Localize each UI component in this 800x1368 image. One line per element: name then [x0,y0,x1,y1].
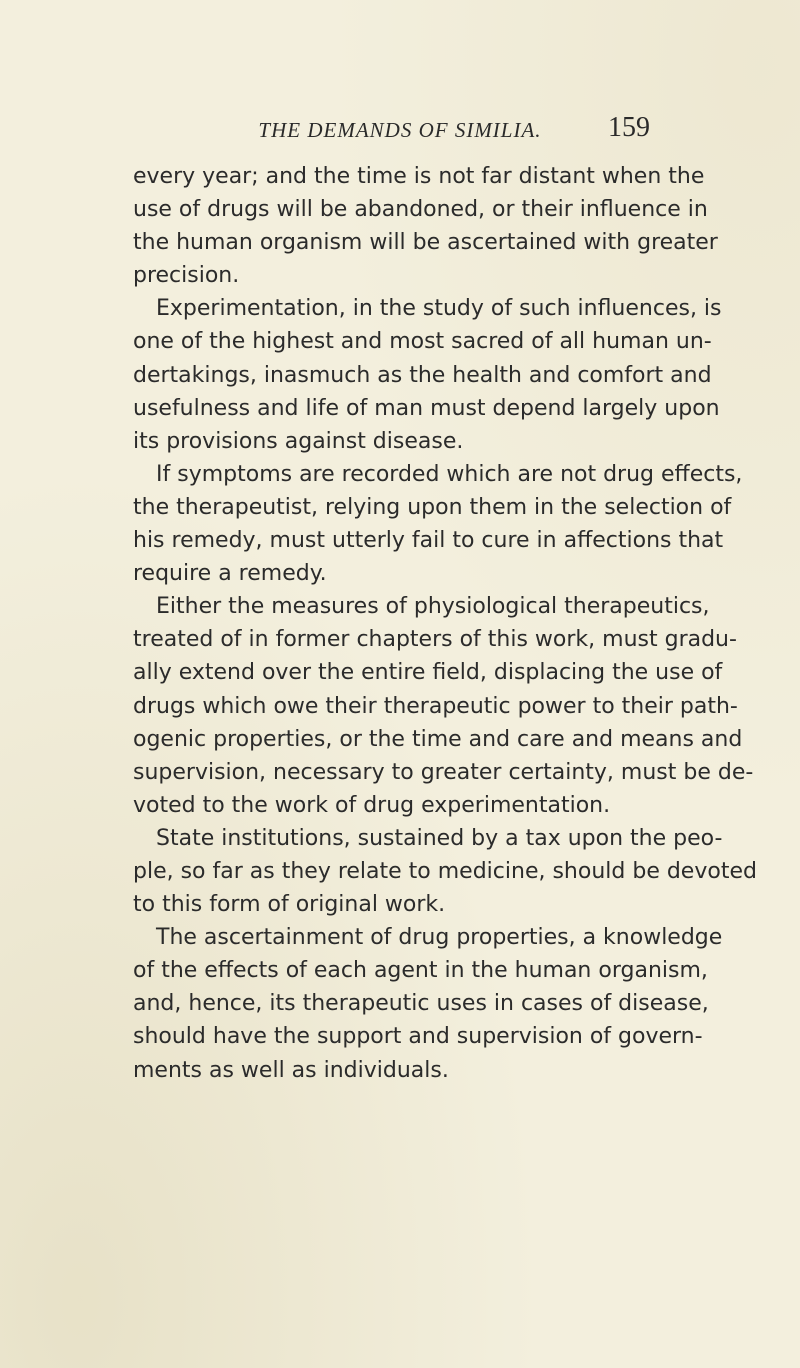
text-line: should have the support and supervision of govern- [133,1024,703,1050]
text-line: the human organism will be ascertained with greater [133,230,718,256]
text-line: one of the highest and most sacred of all human un- [133,329,712,355]
body-text [133,160,757,1087]
text-line: If symptoms are recorded which are not drug effects, [156,461,743,487]
page-number: 159 [608,112,650,143]
text-line: its provisions against disease. [133,428,464,454]
text-line: ple, so far as they relate to medicine, should be devoted [133,858,757,884]
text-line: his remedy, must utterly fail to cure in affections that [133,528,724,554]
text-line: voted to the work of drug experimentation. [133,792,611,818]
text-line: ally extend over the entire field, displacing the use of [133,660,723,686]
text-line: precision. [133,263,240,289]
text-line: The ascertainment of drug properties, a knowledge [156,925,723,951]
text-line: ments as well as individuals. [133,1057,449,1083]
text-line: Either the measures of physiological therapeutics, [156,594,710,620]
running-head: THE DEMANDS OF SIMILIA. [258,118,542,142]
text-line: supervision, necessary to greater certainty, must be de- [133,759,754,785]
text-line: and, hence, its therapeutic uses in cases of disease, [133,991,709,1017]
text-line: Experimentation, in the study of such influences, is [156,296,722,322]
text-line: the therapeutist, relying upon them in the selection of [133,494,732,520]
text-line: State institutions, sustained by a tax upon the peo- [156,825,723,851]
text-line: to this form of original work. [133,892,446,918]
text-line: of the effects of each agent in the human organism, [133,958,708,984]
text-line: every year; and the time is not far distant when the [133,164,705,189]
text-line: ogenic properties, or the time and care and means and [133,726,743,752]
text-line: drugs which owe their therapeutic power to their path- [133,693,738,719]
text-line: dertakings, inasmuch as the health and comfort and [133,362,712,388]
text-line: require a remedy. [133,561,327,587]
text-line: treated of in former chapters of this work, must gradu- [133,627,737,653]
text-line: usefulness and life of man must depend largely upon [133,395,720,421]
text-line: use of drugs will be abandoned, or their influence in [133,197,708,223]
